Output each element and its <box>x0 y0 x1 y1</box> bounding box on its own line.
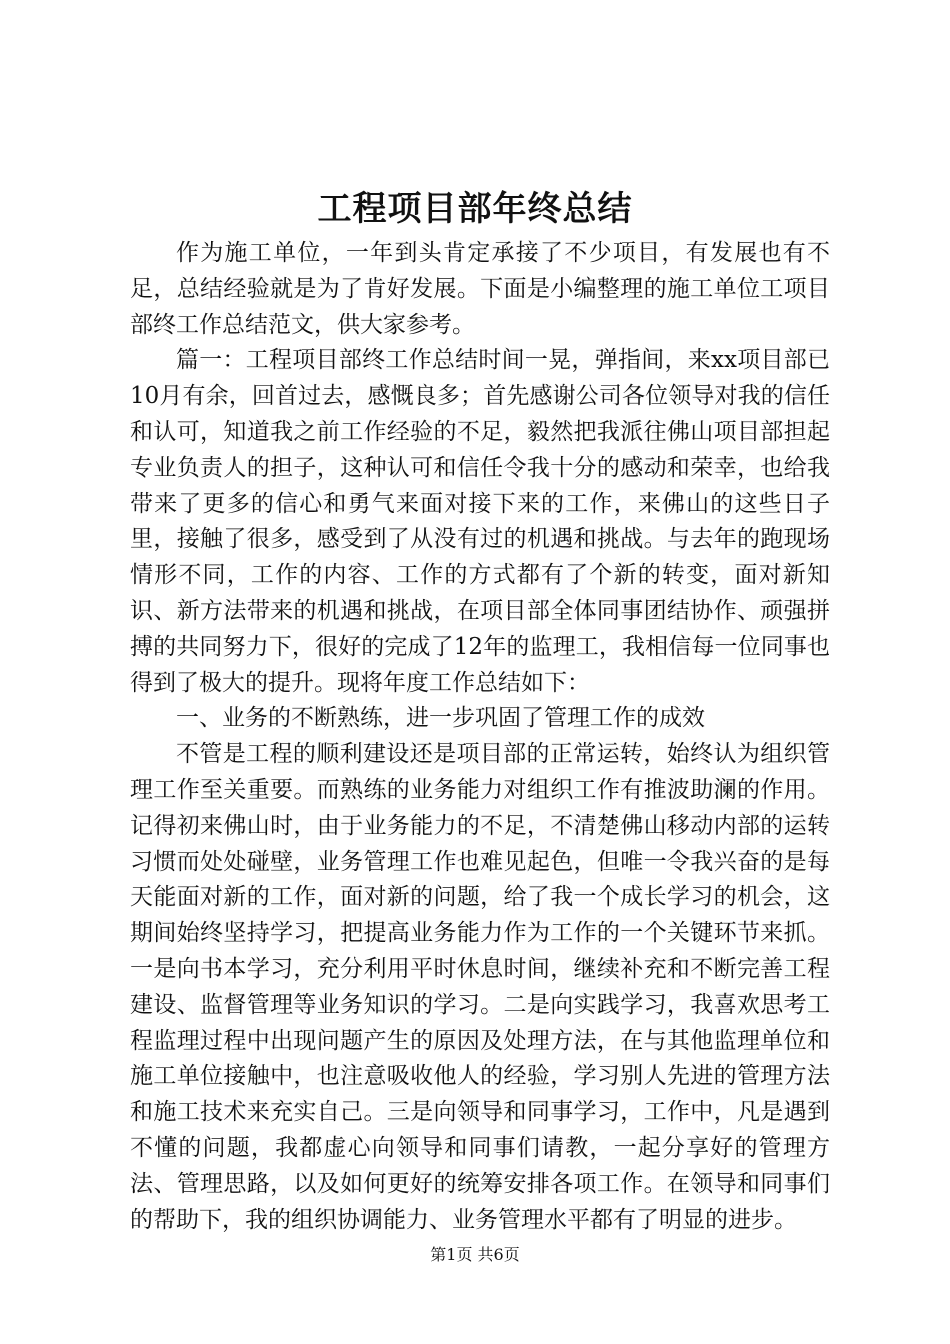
document-body <box>130 236 830 1238</box>
section-heading: 一、业务的不断熟练，进一步巩固了管理工作的成效 <box>176 705 705 732</box>
document-title: 工程项目部年终总结 <box>317 189 633 229</box>
paragraph-part-one: 篇一：工程项目部终工作总结时间一晃，弹指间，来xx项目部已10月有余，回首过去，感慨良多；首先感谢公司各位领导对我的信任和认可，知道我之前工作经验的不足，毅然把我派往佛山项目部担起专业负责人的担子，这种认可和信任令我十分的感动和荣幸，也给我带来了更多的信心和勇气来面对接下来的工作，来佛山的这些日子里，接触了很多，感受到了从没有过的机遇和挑战。与去年的跑现场情形不同，工作的内容、工作的方式都有了个新的转变，面对新知识、新方法带来的机遇和挑战，在项目部全体同事团结协作、顽强拼搏的共同努力下，很好的完成了12年的监理工，我相信每一位同事也得到了极大的提升。现将年度工作总结如下： <box>130 347 830 696</box>
paragraph-intro: 作为施工单位，一年到头肯定承接了不少项目，有发展也有不足，总结经验就是为了肯好发展。下面是小编整理的施工单位工项目部终工作总结范文，供大家参考。 <box>130 240 830 338</box>
paragraph-section-one: 不管是工程的顺利建设还是项目部的正常运转，始终认为组织管理工作至关重要。而熟练的业务能力对组织工作有推波助澜的作用。记得初来佛山时，由于业务能力的不足，不清楚佛山移动内部的运转习惯而处处碰壁，业务管理工作也难见起色，但唯一令我兴奋的是每天能面对新的工作，面对新的问题，给了我一个成长学习的机会，这期间始终坚持学习，把提高业务能力作为工作的一个关键环节来抓。一是向书本学习，充分利用平时休息时间，继续补充和不断完善工程建设、监督管理等业务知识的学习。二是向实践学习，我喜欢思考工程监理过程中出现问题产生的原因及处理方法，在与其他监理单位和施工单位接触中，也注意吸收他人的经验，学习别人先进的管理方法和施工技术来充实自己。三是向领导和同事学习，工作中，凡是遇到不懂的问题，我都虚心向领导和同事们请教，一起分享好的管理方法、管理思路，以及如何更好的统筹安排各项工作。在领导和同事们的帮助下，我的组织协调能力、业务管理水平都有了明显的进步。 <box>130 741 830 1233</box>
page-footer: 第1页 共6页 <box>430 1245 520 1264</box>
